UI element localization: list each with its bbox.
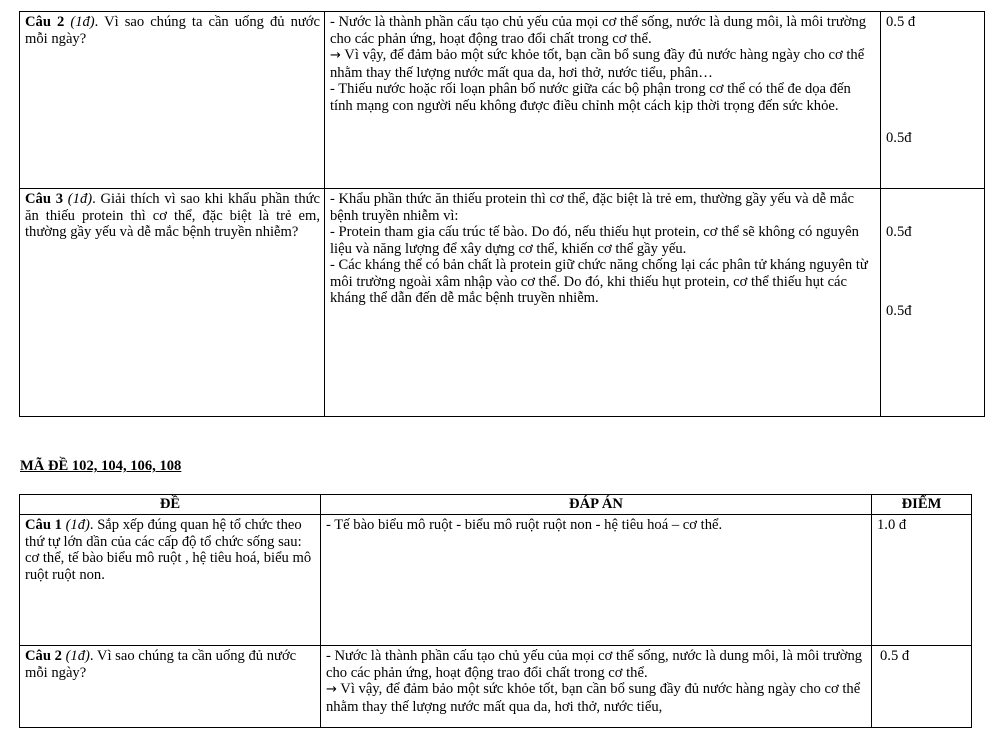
answer-line: - Các kháng thể có bản chất là protein giữ chức năng chống lại các phân tử kháng nguyên từ môi trường ngoài xâm nhập vào cơ thể. Do đó, khi thiếu hụt protein, cơ thể thiếu hụt các kháng thể dẫn đến dễ mắc bệnh truyền nhiễm. [330, 257, 868, 306]
points-value: 1.0 đ [877, 517, 907, 533]
question-text: . Sắp xếp đúng quan hệ tổ chức theo thứ tự lớn dần của các cấp độ tổ chức sống sau: cơ thể, tế bào biểu mô ruột , hệ tiêu hoá, biểu mô ruột ruột non. [25, 517, 312, 583]
header-points: ĐIỂM [872, 495, 972, 515]
points-cell [881, 12, 985, 189]
table-row [20, 12, 985, 189]
question-cell [20, 515, 321, 646]
question-cell [20, 189, 325, 417]
answer-cell [321, 515, 872, 646]
question-points: (1đ) [65, 517, 90, 533]
points-value: 0.5 đ [886, 14, 916, 30]
table-header-row [20, 495, 972, 515]
question-points: (1đ) [67, 191, 93, 207]
question-text: . Giải thích vì sao khi khẩu phần thức ăn thiếu protein thì cơ thể, đặc biệt là trẻ em, thường gầy yếu và dễ mắc bệnh truyền nhiễm? [25, 191, 321, 240]
question-cell [20, 646, 321, 728]
points-value: 0.5 đ [880, 648, 910, 664]
answer-line: - Nước là thành phần cấu tạo chủ yếu của mọi cơ thể sống, nước là dung môi, là môi trường cho các phản ứng, hoạt động trao đổi chất trong cơ thể. [326, 648, 863, 681]
arrow-right-icon: → [326, 682, 337, 697]
answer-line: - Khẩu phần thức ăn thiếu protein thì cơ thể, đặc biệt là trẻ em, thường gầy yếu và dễ mắc bệnh truyền nhiễm vì: [330, 191, 855, 224]
answer-line: → Vì vậy, để đảm bảo một sức khỏe tốt, bạn cần bổ sung đầy đủ nước hàng ngày cho cơ thể nhằm thay thế lượng nước mất qua da, hơi thở, nước tiểu, [326, 681, 861, 715]
section-heading: MÃ ĐỀ 102, 104, 106, 108 [20, 458, 182, 474]
header-question: ĐỀ [20, 495, 321, 515]
question-number: Câu 3 [25, 191, 64, 207]
question-number: Câu 2 [25, 648, 62, 664]
answer-line: - Tế bào biểu mô ruột - biểu mô ruột ruột non - hệ tiêu hoá – cơ thể. [326, 517, 723, 533]
points-cell [881, 189, 985, 417]
arrow-right-icon: → [330, 48, 341, 63]
table-row [20, 515, 972, 646]
answer-cell [321, 646, 872, 728]
points-value: 0.5đ [886, 302, 912, 319]
question-text: . Vì sao chúng ta cần uống đủ nước mỗi ngày? [25, 14, 320, 47]
question-number: Câu 2 [25, 14, 65, 30]
answer-line: - Thiếu nước hoặc rối loạn phân bố nước giữa các bộ phận trong cơ thể có thể đe dọa đến tính mạng con người nếu không được điều chỉnh một cách kịp thời trọng đến sức khỏe. [330, 81, 851, 114]
points-cell [872, 515, 972, 646]
answer-cell [325, 12, 881, 189]
points-value: 0.5đ [886, 129, 912, 146]
points-value: 0.5đ [886, 224, 912, 240]
question-number: Câu 1 [25, 517, 62, 533]
answer-line: - Nước là thành phần cấu tạo chủ yếu của mọi cơ thể sống, nước là dung môi, là môi trường cho các phản ứng, hoạt động trao đổi chất trong cơ thể. [330, 14, 867, 47]
question-points: (1đ) [70, 14, 95, 30]
question-cell [20, 12, 325, 189]
question-text: . Vì sao chúng ta cần uống đủ nước mỗi ngày? [25, 648, 297, 681]
table-row [20, 646, 972, 728]
header-answer: ĐÁP ÁN [321, 495, 872, 515]
answer-line: - Protein tham gia cấu trúc tế bào. Do đó, nếu thiếu hụt protein, cơ thể sẽ không có nguyên liệu và năng lượng để xây dựng cơ thể, khiến cơ thể gầy yếu. [330, 224, 859, 257]
answer-line: → Vì vậy, để đảm bảo một sức khỏe tốt, bạn cần bổ sung đầy đủ nước hàng ngày cho cơ thể nhằm thay thế lượng nước mất qua da, hơi thở, nước tiểu, phân… [330, 47, 865, 81]
points-cell [872, 646, 972, 728]
table-row [20, 189, 985, 417]
answer-cell [325, 189, 881, 417]
question-points: (1đ) [65, 648, 90, 664]
answer-table-bottom [19, 494, 972, 728]
answer-table-top [19, 11, 985, 417]
